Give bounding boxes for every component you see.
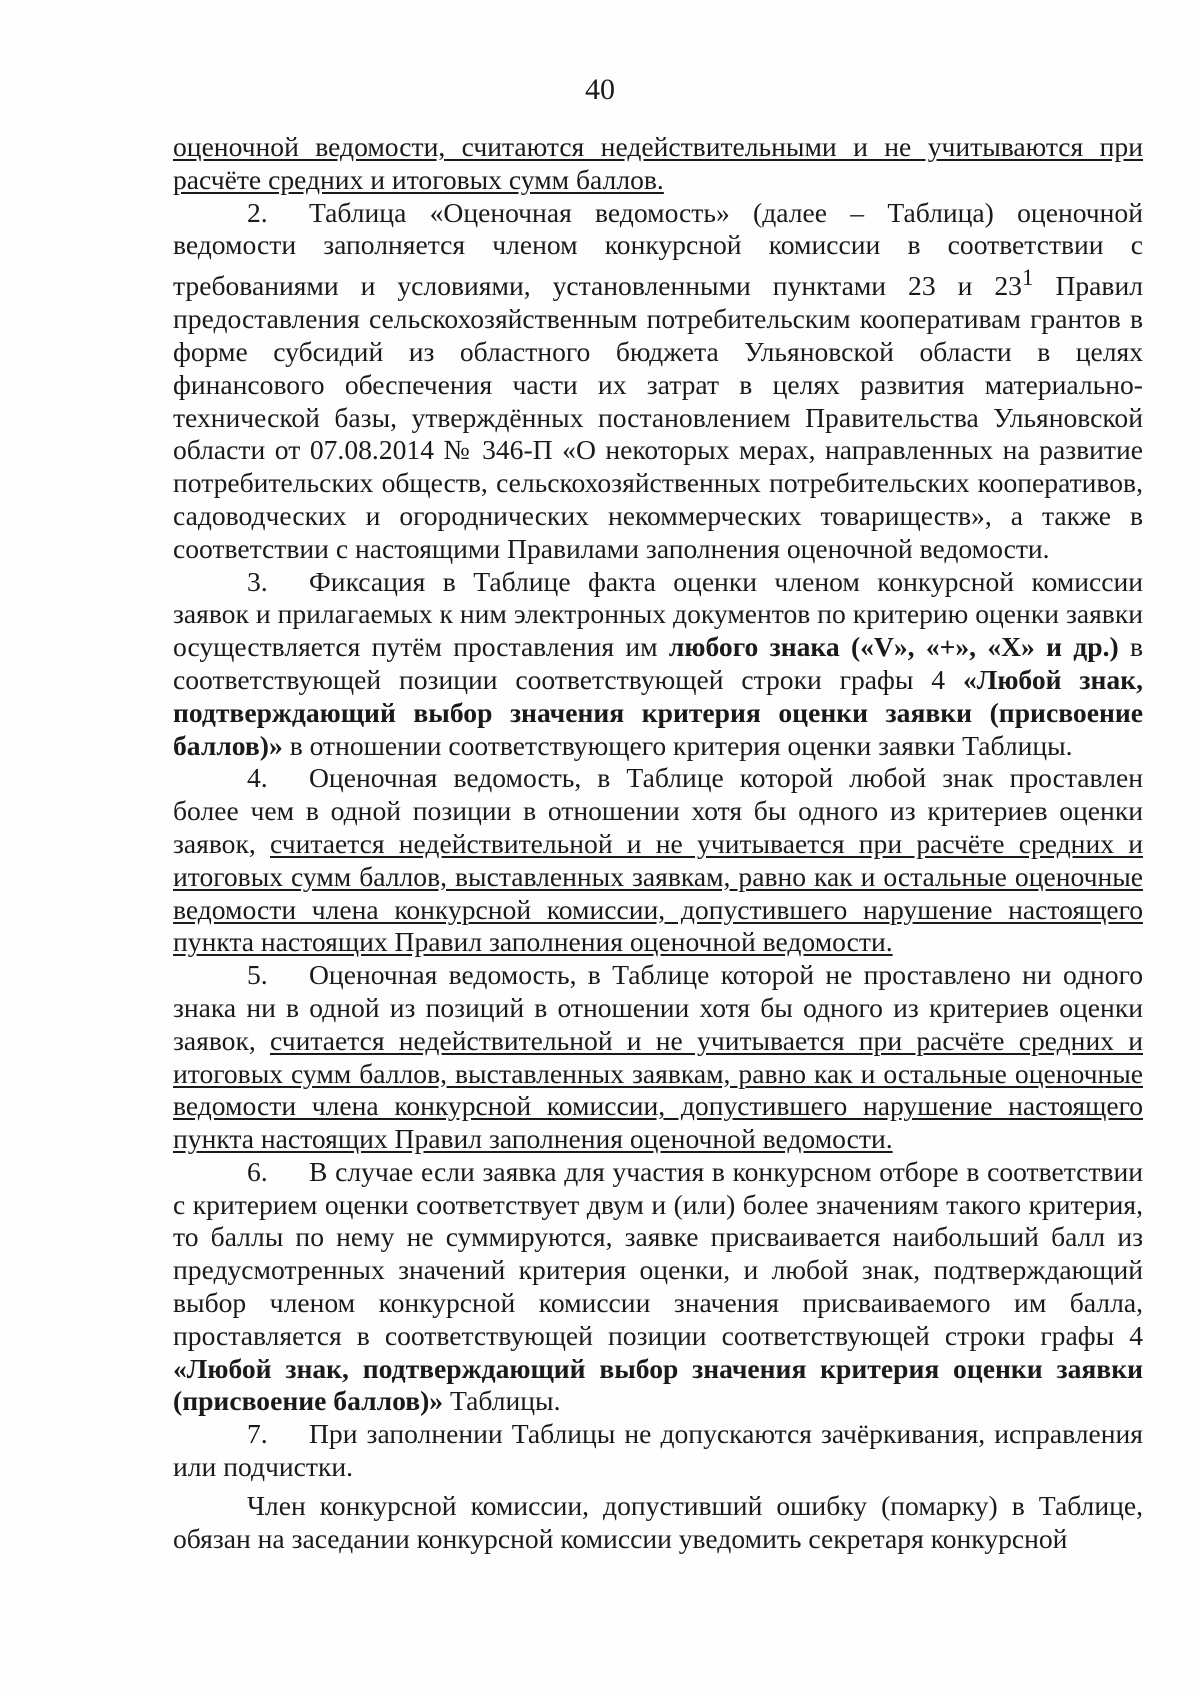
intro-underlined-text: оценочной ведомости, считаются недействительными и не учитываются при расчёте средних и итоговых сумм баллов.	[173, 131, 1143, 195]
paragraph-2-text-a: Таблица «Оценочная ведомость» (далее – Таблица) оценочной ведомости заполняется членом конкурсной комиссии в соответствии с требованиями и условиями, установленными пунктами 23 и 23	[173, 196, 1143, 302]
paragraph-3-number: 3.	[247, 565, 268, 597]
paragraph-6	[173, 1156, 1143, 1418]
paragraph-7-number: 7.	[247, 1418, 268, 1450]
paragraph-3-bold-a: любого знака («V», «+», «X» и др.)	[668, 631, 1119, 663]
paragraph-5-number: 5.	[247, 959, 268, 991]
paragraph-5-underlined-text: считается недействительной и не учитывается при расчёте средних и итоговых сумм баллов, выставленных заявкам, равно как и остальные оценочные ведомости члена конкурсной комиссии, допустившего нарушение настоящего пункта настоящих Правил заполнения оценочной ведомости.	[173, 1024, 1143, 1155]
paragraph-5-text-a: Оценочная ведомость, в Таблице которой не проставлено ни одного знака ни в одной из позиций в отношении хотя бы одного из критериев оценки заявок,	[173, 959, 1143, 1056]
paragraph-2-number: 2.	[247, 196, 268, 228]
paragraph-2-text-b: Правил предоставления сельскохозяйственным потребительским кооперативам грантов в форме субсидий из областного бюджета Ульяновской области в целях финансового обеспечения части их затрат в целях развития материально-технической базы, утверждённых постановлением Правительства Ульяновской области от 07.08.2014 № 346-П «О некоторых мерах, направленных на развитие потребительских обществ, сельскохозяйственных потребительских кооперативов, садоводческих и огороднических некоммерческих товариществ», а также в соответствии с настоящими Правилами заполнения оценочной ведомости.	[173, 270, 1143, 564]
paragraph-6-number: 6.	[247, 1155, 268, 1187]
paragraph-4-text-a: Оценочная ведомость, в Таблице которой любой знак проставлен более чем в одной позиции в отношении хотя бы одного из критериев оценки заявок,	[173, 762, 1143, 859]
document-body	[173, 131, 1143, 1555]
paragraph-3-text-a: Фиксация в Таблице факта оценки членом конкурсной комиссии заявок и прилагаемых к ним электронных документов по критерию оценки заявки осуществляется путём проставления им	[173, 565, 1143, 663]
paragraph-6-bold: «Любой знак, подтверждающий выбор значения критерия оценки заявки (присвоение баллов)»	[173, 1352, 1143, 1417]
paragraph-3	[173, 566, 1143, 763]
closing-paragraph-text: Член конкурсной комиссии, допустивший ошибку (помарку) в Таблице, обязан на заседании конкурсной комиссии уведомить секретаря конкурсной	[173, 1489, 1143, 1554]
paragraph-2-superscript: 1	[1021, 265, 1034, 291]
paragraph-3-text-b: в соответствующей позиции соответствующей строки графы 4	[173, 631, 1143, 695]
paragraph-6-text-b: Таблицы.	[443, 1385, 561, 1417]
paragraph-6-text-a: В случае если заявка для участия в конкурсном отборе в соответствии с критерием оценки соответствует двум и (или) более значениям такого критерия, то баллы по нему не суммируются, заявке присваивается наибольший балл из предусмотренных значений критерия оценки, и любой знак, подтверждающий выбор членом конкурсной комиссии значения присваиваемого им балла, проставляется в соответствующей позиции соответствующей строки графы 4	[173, 1155, 1143, 1351]
page-number: 40	[585, 73, 615, 106]
intro-paragraph	[173, 131, 1143, 197]
paragraph-4	[173, 762, 1143, 959]
closing-paragraph	[173, 1490, 1143, 1556]
paragraph-3-bold-b: «Любой знак, подтверждающий выбор значения критерия оценки заявки (присвоение баллов)»	[173, 663, 1143, 761]
paragraph-7	[173, 1418, 1143, 1484]
paragraph-5	[173, 959, 1143, 1156]
paragraph-3-text-c: в отношении соответствующего критерия оценки заявки Таблицы.	[282, 729, 1073, 761]
paragraph-7-text: При заполнении Таблицы не допускаются зачёркивания, исправления или подчистки.	[173, 1418, 1143, 1483]
paragraph-4-underlined-text: считается недействительной и не учитывается при расчёте средних и итоговых сумм баллов, выставленных заявкам, равно как и остальные оценочные ведомости члена конкурсной комиссии, допустившего нарушение настоящего пункта настоящих Правил заполнения оценочной ведомости.	[173, 827, 1143, 958]
paragraph-4-number: 4.	[247, 762, 268, 794]
paragraph-2	[173, 197, 1143, 566]
